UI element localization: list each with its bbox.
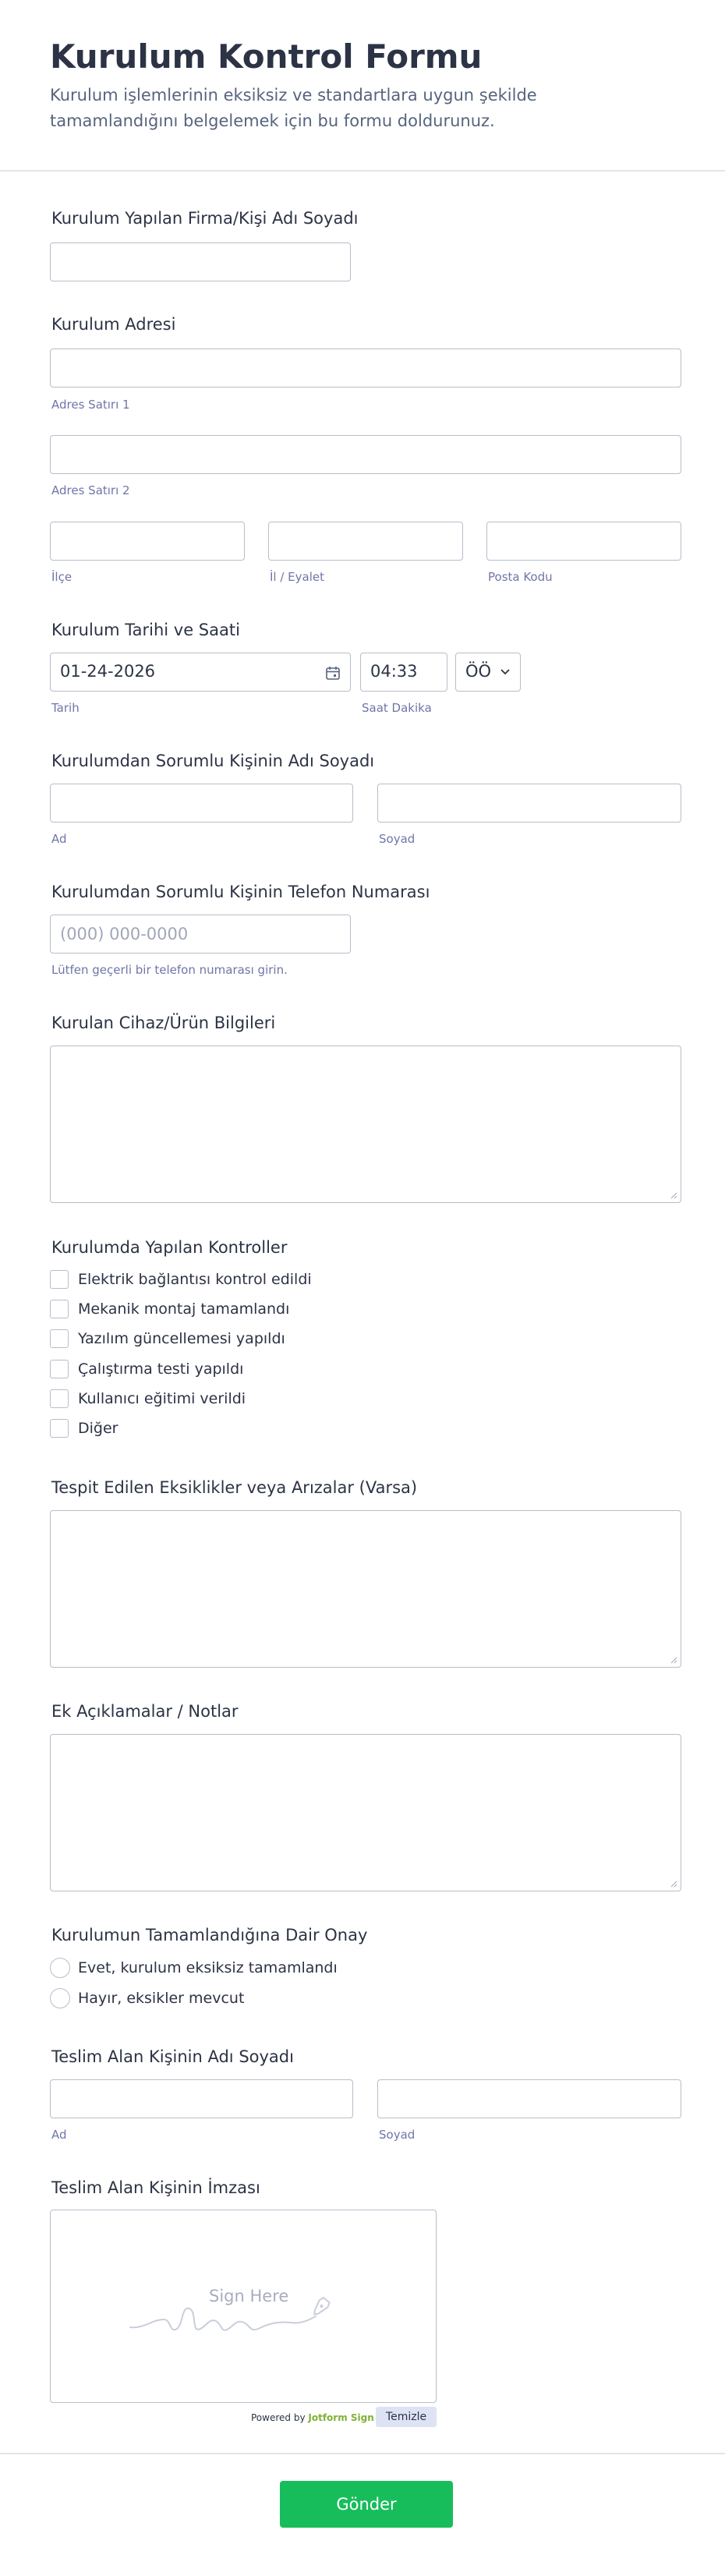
resize-handle-icon[interactable] bbox=[670, 1880, 677, 1888]
time-sublabel: Saat Dakika bbox=[362, 701, 432, 715]
receiver-first-name-sublabel: Ad bbox=[51, 2128, 67, 2142]
phone-label: Kurulumdan Sorumlu Kişinin Telefon Numarası bbox=[51, 883, 430, 901]
time-value: 04:33 bbox=[370, 662, 418, 681]
check-electric-label: Elektrik bağlantısı kontrol edildi bbox=[78, 1271, 312, 1288]
phone-input[interactable] bbox=[50, 915, 351, 954]
date-value: 01-24-2026 bbox=[60, 662, 156, 681]
datetime-label: Kurulum Tarihi ve Saati bbox=[51, 621, 240, 639]
district-input[interactable] bbox=[50, 522, 245, 561]
notes-textarea[interactable] bbox=[50, 1734, 681, 1891]
address-line2-sublabel: Adres Satırı 2 bbox=[51, 483, 130, 497]
approval-yes-radio[interactable] bbox=[50, 1958, 70, 1978]
receiver-name-label: Teslim Alan Kişinin Adı Soyadı bbox=[51, 2047, 294, 2066]
receiver-first-name-input[interactable] bbox=[50, 2079, 353, 2118]
check-other-label: Diğer bbox=[78, 1420, 118, 1437]
check-software-label: Yazılım güncellemesi yapıldı bbox=[78, 1330, 285, 1347]
responsible-last-name-sublabel: Soyad bbox=[379, 832, 416, 846]
province-sublabel: İl / Eyalet bbox=[270, 570, 325, 584]
chevron-down-icon bbox=[500, 668, 511, 676]
resize-handle-icon[interactable] bbox=[670, 1191, 677, 1199]
check-electric[interactable] bbox=[50, 1270, 69, 1289]
issues-label: Tespit Edilen Eksiklikler veya Arızalar (Varsa) bbox=[51, 1478, 418, 1497]
receiver-last-name-sublabel: Soyad bbox=[379, 2128, 416, 2142]
ampm-value: ÖÖ bbox=[465, 662, 492, 681]
district-sublabel: İlçe bbox=[51, 570, 72, 584]
date-input[interactable] bbox=[50, 653, 351, 692]
province-input[interactable] bbox=[268, 522, 463, 561]
date-sublabel: Tarih bbox=[51, 701, 80, 715]
calendar-icon[interactable] bbox=[325, 665, 341, 681]
resize-handle-icon[interactable] bbox=[670, 1656, 677, 1664]
signature-placeholder: Sign Here bbox=[209, 2287, 289, 2305]
approval-no-label: Hayır, eksikler mevcut bbox=[78, 1990, 245, 2007]
submit-button[interactable]: Gönder bbox=[280, 2481, 453, 2528]
ampm-select[interactable] bbox=[455, 653, 521, 692]
check-other[interactable] bbox=[50, 1419, 69, 1438]
form-title: Kurulum Kontrol Formu bbox=[50, 37, 483, 76]
responsible-first-name-input[interactable] bbox=[50, 784, 353, 823]
approval-no-radio[interactable] bbox=[50, 1988, 70, 2008]
jotform-sign-brand: Jotform Sign bbox=[308, 2412, 374, 2423]
receiver-last-name-input[interactable] bbox=[377, 2079, 681, 2118]
notes-label: Ek Açıklamalar / Notlar bbox=[51, 1702, 239, 1721]
checks-label: Kurulumda Yapılan Kontroller bbox=[51, 1238, 288, 1257]
address-label: Kurulum Adresi bbox=[51, 315, 176, 334]
clear-signature-label: Temizle bbox=[385, 2411, 427, 2423]
approval-label: Kurulumun Tamamlandığına Dair Onay bbox=[51, 1926, 368, 1944]
device-textarea[interactable] bbox=[50, 1046, 681, 1203]
address-line2-input[interactable] bbox=[50, 435, 681, 474]
check-test-run-label: Çalıştırma testi yapıldı bbox=[78, 1361, 244, 1378]
check-software[interactable] bbox=[50, 1329, 69, 1348]
responsible-last-name-input[interactable] bbox=[377, 784, 681, 823]
responsible-name-label: Kurulumdan Sorumlu Kişinin Adı Soyadı bbox=[51, 752, 375, 770]
company-label: Kurulum Yapılan Firma/Kişi Adı Soyadı bbox=[51, 209, 359, 228]
approval-yes-label: Evet, kurulum eksiksiz tamamlandı bbox=[78, 1959, 338, 1976]
device-label: Kurulan Cihaz/Ürün Bilgileri bbox=[51, 1014, 276, 1032]
form-subtitle: Kurulum işlemlerinin eksiksiz ve standartlara uygun şekilde tamamlandığını belgelemek için bu formu doldurunuz. bbox=[50, 86, 537, 130]
signature-label: Teslim Alan Kişinin İmzası bbox=[51, 2178, 260, 2197]
check-user-training[interactable] bbox=[50, 1389, 69, 1408]
signature-scribble-icon bbox=[129, 2288, 362, 2343]
clear-signature-button[interactable] bbox=[376, 2407, 437, 2427]
responsible-first-name-sublabel: Ad bbox=[51, 832, 67, 846]
time-input[interactable] bbox=[360, 653, 447, 692]
address-line1-input[interactable] bbox=[50, 349, 681, 387]
powered-by-text: Powered by bbox=[251, 2412, 306, 2423]
postal-code-sublabel: Posta Kodu bbox=[488, 570, 553, 584]
phone-hint: Lütfen geçerli bir telefon numarası girin. bbox=[51, 963, 288, 977]
check-mechanical[interactable] bbox=[50, 1300, 69, 1318]
check-user-training-label: Kullanıcı eğitimi verildi bbox=[78, 1390, 246, 1407]
company-input[interactable] bbox=[50, 242, 351, 281]
signature-pad[interactable] bbox=[50, 2210, 437, 2403]
powered-by-line bbox=[251, 2412, 374, 2423]
issues-textarea[interactable] bbox=[50, 1510, 681, 1668]
form-header bbox=[0, 0, 725, 172]
check-test-run[interactable] bbox=[50, 1360, 69, 1378]
check-mechanical-label: Mekanik montaj tamamlandı bbox=[78, 1300, 290, 1318]
postal-code-input[interactable] bbox=[486, 522, 681, 561]
address-line1-sublabel: Adres Satırı 1 bbox=[51, 398, 130, 412]
